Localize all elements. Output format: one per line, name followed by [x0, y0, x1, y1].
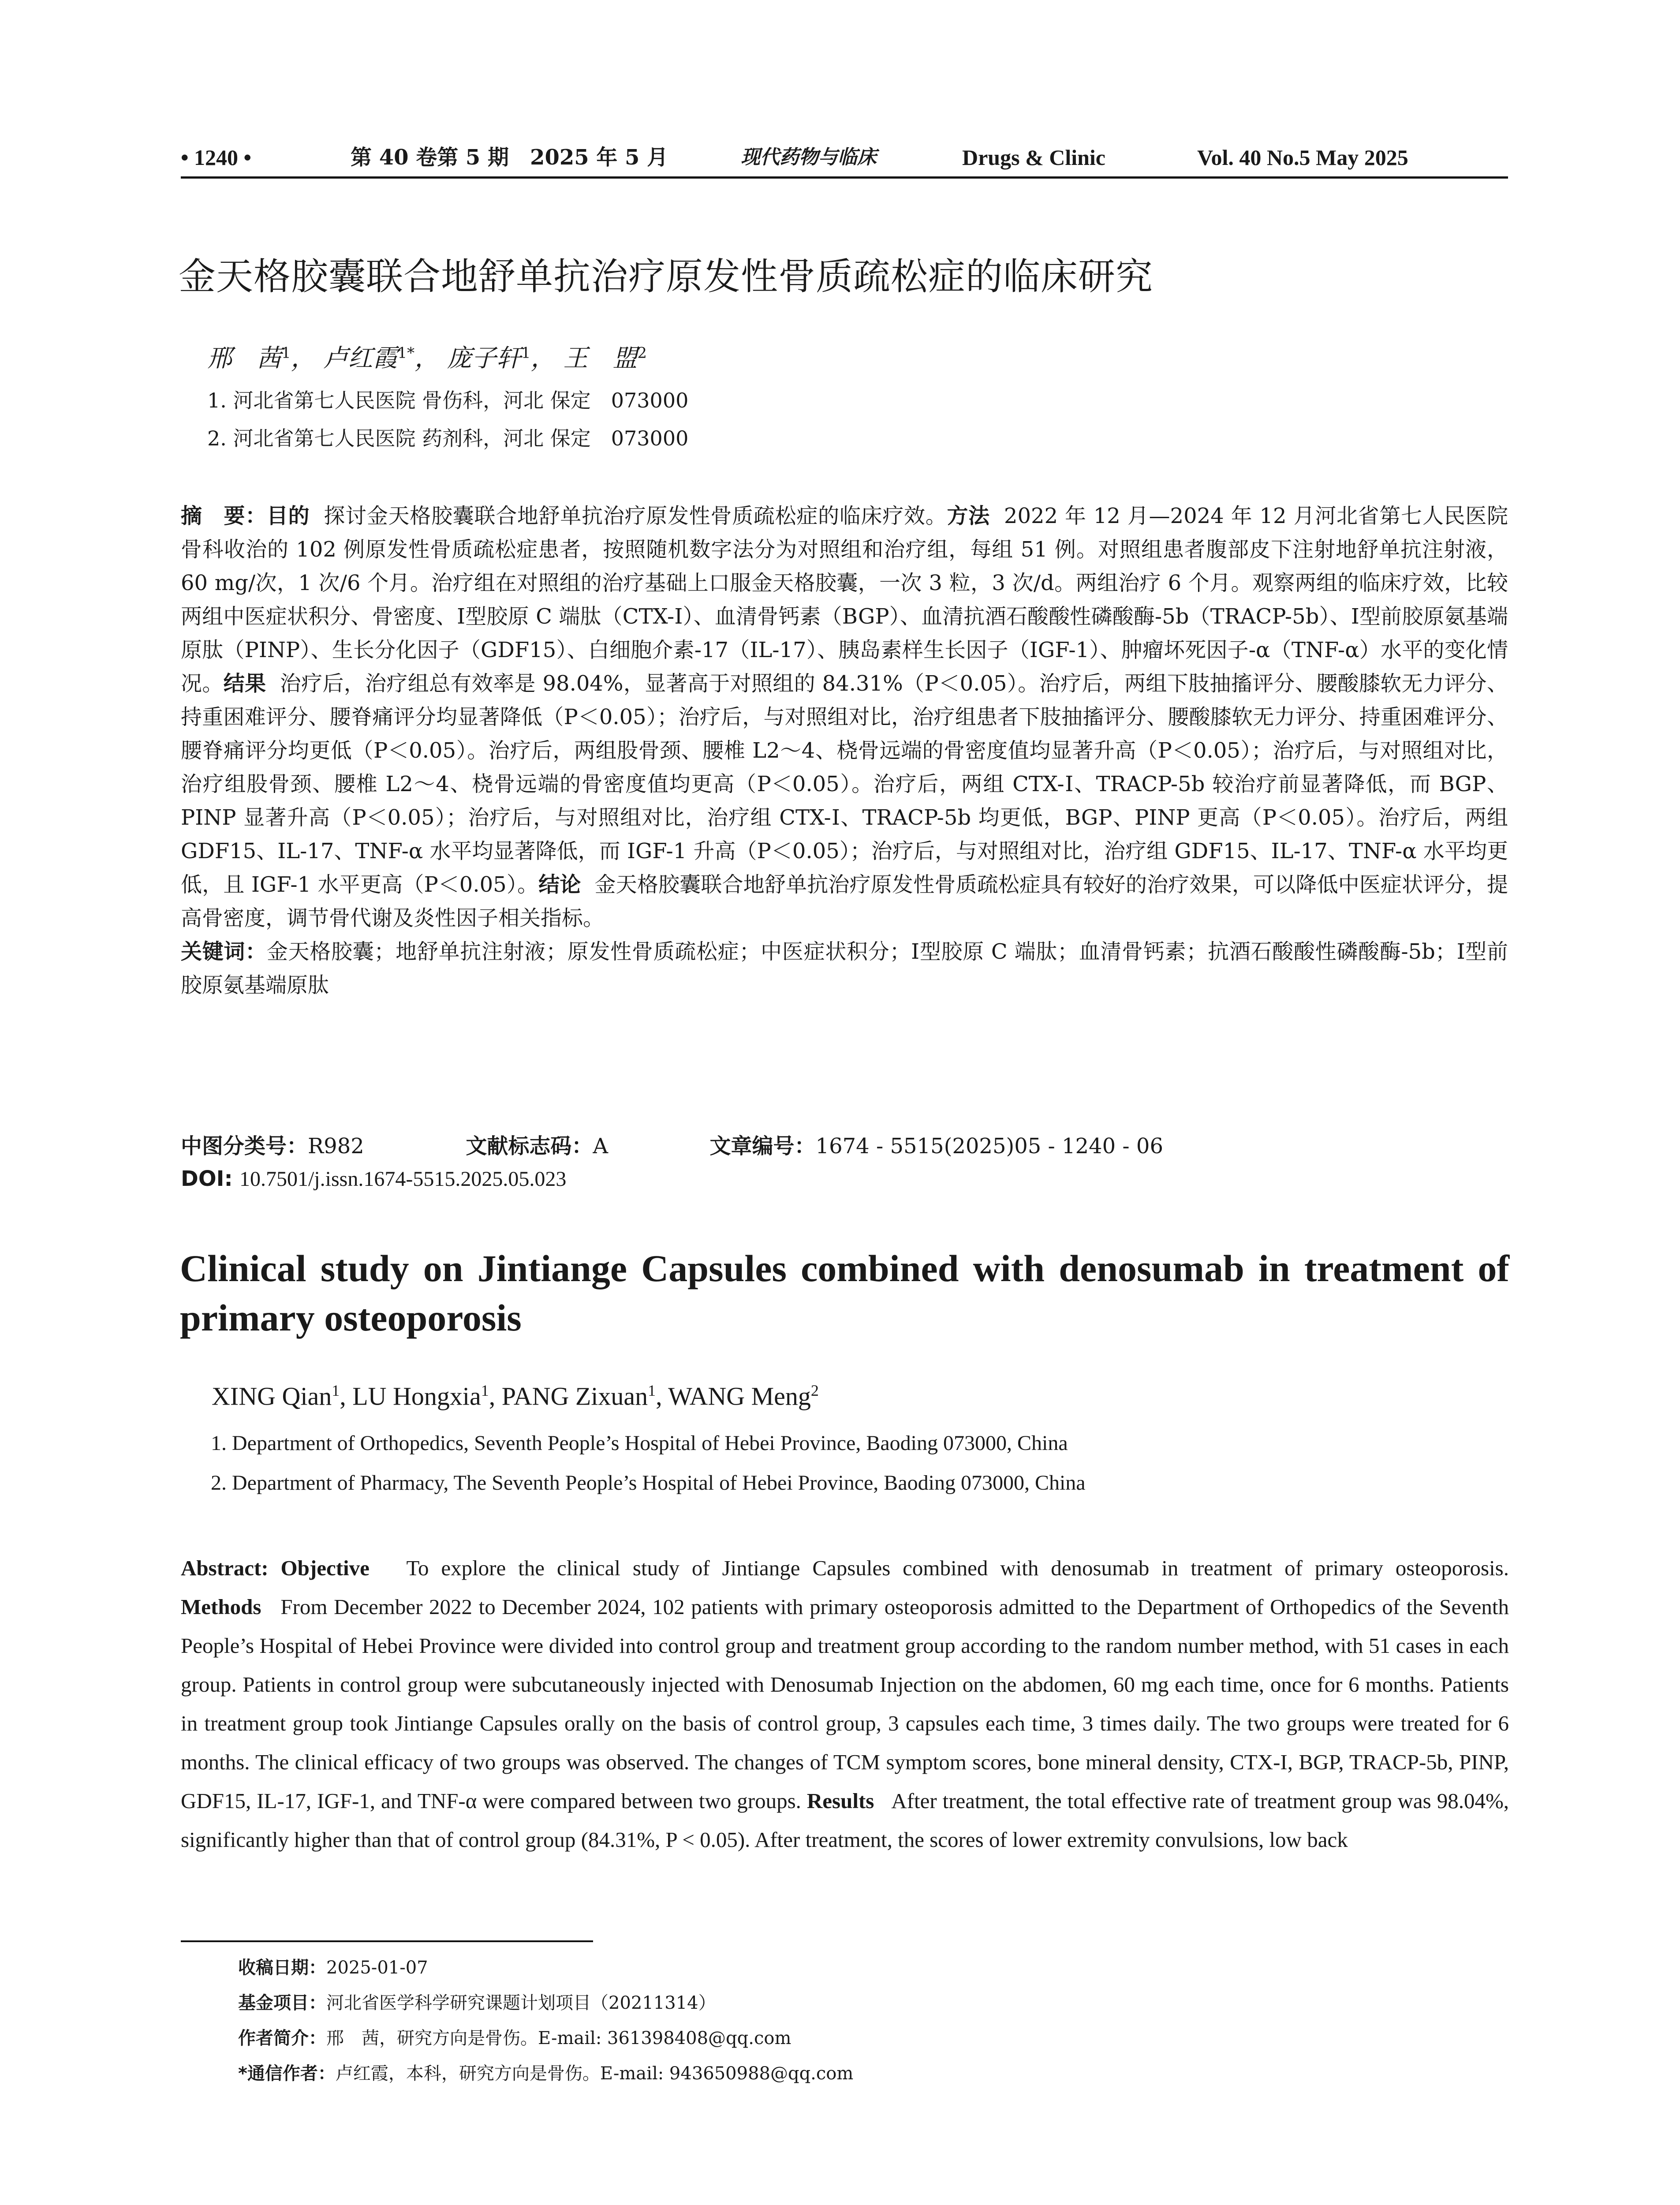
footnote-label: 基金项目： [238, 1993, 326, 2013]
author-cn: 卢红霞 [323, 344, 398, 373]
abstract-en [181, 1549, 1509, 1859]
title-en: Clinical study on Jintiange Capsules combined with denosumab in treatment of primary osteoporosis [180, 1247, 1509, 1339]
objective-label-cn: 目的 [266, 504, 310, 528]
doc-code-label: 文献标志码： [466, 1134, 593, 1159]
footnote-label: *通信作者： [238, 2063, 336, 2084]
author-mark: 2 [637, 344, 647, 362]
authors-en: XING Qian$^1$, LU Hongxia$^1$, PANG Zixuan$^1$, WANG Meng$^2$ [212, 1382, 819, 1411]
footnote-label: 收稿日期： [238, 1958, 326, 1978]
conclusion-cn: 金天格胶囊联合地舒单抗治疗原发性骨质疏松症具有较好的治疗效果，可以降低中医症状评分，提高骨密度，调节骨代谢及炎性因子相关指标。 [181, 872, 1508, 931]
journal-name-cn: 现代药物与临床 [741, 146, 877, 168]
results-cn: 治疗后，治疗组总有效率是 98.04%，显著高于对照组的 84.31%（P＜0.05）。治疗后，两组下肢抽搐评分、腰酸膝软无力评分、持重困难评分、腰脊痛评分均显著降低（P＜0.05）；治疗后，与对照组对比，治疗组患者下肢抽搐评分、腰酸膝软无力评分、持重困难评分、腰脊痛评分均更低（P＜0.05）。治疗后，两组股骨颈、腰椎 L2～4、桡骨远端的骨密度值均显著升高（P＜0.05）；治疗后，与对照组对比，治疗组股骨颈、腰椎 L2～4、桡骨远端的骨密度值均更高（P＜0.05）。治疗后，两组 CTX-Ⅰ、TRACP-5b 较治疗前显著降低，而 BGP、PINP 显著升高（P＜0.05）；治疗后，与对照组对比，治疗组 CTX-Ⅰ、TRACP-5b 均更低，BGP、PINP 更高（P＜0.05）。治疗后，两组 GDF15、IL-17、TNF-α 水平均显著降低，而 IGF-1 升高（P＜0.05）；治疗后，与对照组对比，治疗组 GDF15、IL-17、TNF-α 水平均更低，且 IGF-1 水平更高（P＜0.05）。 [181, 671, 1508, 897]
methods-label-en: Methods [181, 1595, 261, 1619]
footnote-text: 2025-01-07 [326, 1958, 428, 1978]
abstract-cn [181, 499, 1508, 1002]
results-label-cn: 结果 [223, 671, 266, 696]
conclusion-label-cn: 结论 [538, 872, 581, 897]
author-en: PANG Zixuan [501, 1382, 648, 1411]
author-mark: 1 [332, 1382, 340, 1399]
author-en: WANG Meng [668, 1382, 811, 1411]
author-mark: 2 [810, 1382, 819, 1399]
footnote-text: 邢 茜，研究方向是骨伤。E-mail: 361398408@qq.com [326, 2028, 791, 2048]
objective-label-en: Objective [280, 1556, 370, 1580]
objective-en: To explore the clinical study of Jintiange Capsules combined with denosumab in treatment of primary osteoporosis. [406, 1556, 1509, 1580]
footnote-corresponding [238, 2059, 853, 2085]
doi-label: DOI: [181, 1166, 233, 1191]
author-mark: 1 [648, 1382, 656, 1399]
footnote-text: 河北省医学科学研究课题计划项目（20211314） [326, 1993, 716, 2013]
methods-label-cn: 方法 [947, 504, 990, 528]
running-header [181, 140, 1508, 175]
clc-value: R982 [308, 1134, 364, 1159]
author-mark: 1* [397, 344, 415, 362]
affiliation-en-1: 1. Department of Orthopedics, Seventh People’s Hospital of Hebei Province, Baoding 073000, China [211, 1431, 1068, 1455]
author-mark: 1 [281, 344, 291, 362]
footnote-received [238, 1954, 428, 1979]
journal-name-en: Drugs & Clinic [962, 145, 1105, 170]
methods-en: From December 2022 to December 2024, 102 patients with primary osteoporosis admitted to the Department of Orthopedics of the Seventh People’s Hospital of Hebei Province were divided into control group and treatment group according to the random number method, with 51 cases in each group. Patients in control group were subcutaneously injected with Denosumab Injection on the abdomen, 60 mg each time, once for 6 months. Patients in treatment group took Jintiange Capsules orally on the basis of control group, 3 capsules each time, 3 times daily. The two groups were treated for 6 months. The clinical efficacy of two groups was observed. The changes of TCM symptom scores, bone mineral density, CTX-I, BGP, TRACP-5b, PINP, GDF15, IL-17, IGF-1, and TNF-α were compared between two groups. [181, 1595, 1509, 1813]
author-mark: 1 [481, 1382, 489, 1399]
author-cn: 庞子轩 [447, 344, 521, 373]
footnote-label: 作者简介： [238, 2028, 326, 2048]
keywords-cn: 金天格胶囊；地舒单抗注射液；原发性骨质疏松症；中医症状积分；Ⅰ型胶原 C 端肽；血清骨钙素；抗酒石酸酸性磷酸酶-5b；Ⅰ型前胶原氨基端原肽 [181, 939, 1508, 998]
author-cn: 王 盟 [563, 344, 638, 373]
author-mark: 1 [521, 344, 531, 362]
author-cn: 邢 茜 [207, 344, 281, 373]
abstract-label-cn: 摘 要： [181, 504, 267, 528]
objective-cn: 探讨金天格胶囊联合地舒单抗治疗原发性骨质疏松症的临床疗效。 [324, 504, 947, 528]
classification-line [181, 1129, 1163, 1159]
header-rule [181, 176, 1508, 179]
article-number-label: 文章编号： [709, 1134, 816, 1159]
results-en: After treatment, the total effective rate of treatment group was 98.04%, significantly higher than that of control group (84.31%, P < 0.05). After treatment, the scores of lower extremity convulsions, low back [181, 1789, 1509, 1852]
results-label-en: Results [806, 1789, 874, 1813]
footnote-rule [181, 1940, 593, 1942]
keywords-label-cn: 关键词： [181, 939, 267, 964]
doc-code-value: A [593, 1134, 608, 1159]
doi-value: 10.7501/j.issn.1674-5515.2025.05.023 [239, 1167, 567, 1191]
authors-cn: 邢 茜$^1$， 卢红霞$^{1*}$， 庞子轩$^1$， 王 盟$^2$ [207, 344, 647, 373]
doi-line [181, 1166, 566, 1191]
methods-cn: 2022 年 12 月—2024 年 12 月河北省第七人民医院骨科收治的 102 例原发性骨质疏松症患者，按照随机数字法分为对照组和治疗组，每组 51 例。对照组患者腹部皮下注射地舒单抗注射液，60 mg/次，1 次/6 个月。治疗组在对照组的治疗基础上口服金天格胶囊，一次 3 粒，3 次/d。两组治疗 6 个月。观察两组的临床疗效，比较两组中医症状积分、骨密度、Ⅰ型胶原 C 端肽（CTX-Ⅰ）、血清骨钙素（BGP）、血清抗酒石酸酸性磷酸酶-5b（TRACP-5b）、Ⅰ型前胶原氨基端原肽（PINP）、生长分化因子（GDF15）、白细胞介素-17（IL-17）、胰岛素样生长因子（IGF-1）、肿瘤坏死因子-α（TNF-α）水平的变化情况。 [181, 504, 1508, 696]
abstract-label-en: Abstract: [181, 1556, 269, 1580]
issue-cn: 第 40 卷第 5 期 2025 年 5 月 [351, 145, 668, 170]
title-cn: 金天格胶囊联合地舒单抗治疗原发性骨质疏松症的临床研究 [179, 255, 1154, 298]
footnote-fund [238, 1989, 716, 2014]
affiliation-cn-1: 1. 河北省第七人民医院 骨伤科，河北 保定 073000 [207, 389, 689, 412]
author-en: XING Qian [212, 1382, 332, 1411]
page-number: • 1240 • [181, 145, 252, 170]
affiliation-en-2: 2. Department of Pharmacy, The Seventh People’s Hospital of Hebei Province, Baoding 073000, China [211, 1471, 1086, 1495]
article-number-value: 1674 - 5515(2025)05 - 1240 - 06 [815, 1134, 1163, 1159]
footnote-text: 卢红霞，本科，研究方向是骨伤。E-mail: 943650988@qq.com [335, 2063, 854, 2084]
author-en: LU Hongxia [352, 1382, 481, 1411]
affiliation-cn-2: 2. 河北省第七人民医院 药剂科，河北 保定 073000 [207, 426, 689, 450]
issue-en: Vol. 40 No.5 May 2025 [1197, 145, 1408, 170]
footnote-author [238, 2024, 791, 2049]
clc-label: 中图分类号： [181, 1134, 308, 1159]
